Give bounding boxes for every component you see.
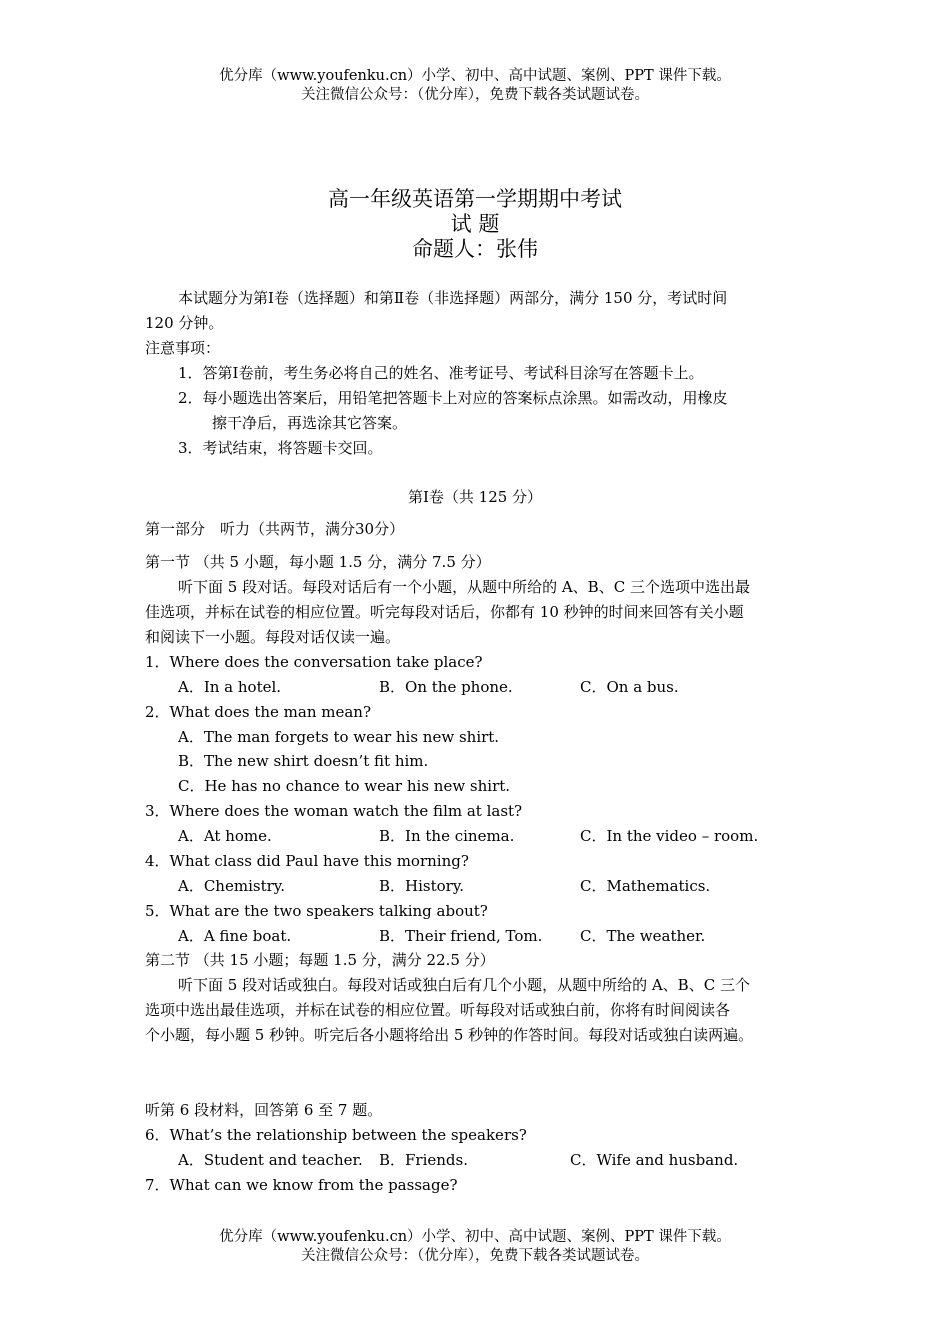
section-2-instruction-line-1: 听下面 5 段对话或独白。每段对话或独白后有几个小题，从题中所给的 A、B、C 三个 [178, 976, 750, 994]
section-2-instruction-line-3: 个小题，每小题 5 秒钟。听完后各小题将给出 5 秒钟的作答时间。每段对话或独白读两遍。 [145, 1026, 754, 1044]
question-4-stem: 4．What class did Paul have this morning? [145, 852, 469, 870]
section-2-heading: 第二节 （共 15 小题；每题 1.5 分，满分 22.5 分） [145, 951, 495, 969]
notice-item-3: 3．考试结束，将答题卡交回。 [178, 439, 383, 457]
question-5-option-c: C．The weather. [580, 927, 706, 945]
footer-line-2: 关注微信公众号：（优分库），免费下载各类试题试卷。 [301, 1248, 649, 1264]
notice-heading: 注意事项： [145, 339, 221, 357]
part-1-heading: 第一部分 听力（共两节，满分30分） [145, 520, 405, 538]
question-3-option-a: A．At home. [178, 827, 272, 845]
question-4-option-c: C．Mathematics. [580, 877, 711, 895]
question-5-stem: 5．What are the two speakers talking about? [145, 902, 488, 920]
question-5-option-b: B．Their friend, Tom. [379, 927, 543, 945]
question-7-stem: 7．What can we know from the passage? [145, 1176, 458, 1194]
question-6-option-b: B．Friends. [379, 1151, 469, 1169]
question-2-option-b: B．The new shirt doesn’t fit him. [178, 752, 429, 770]
exam-title: 高一年级英语第一学期期中考试 [328, 187, 622, 211]
question-4-option-b: B．History. [379, 877, 465, 895]
question-3-option-b: B．In the cinema. [379, 827, 515, 845]
question-1-option-b: B．On the phone. [379, 678, 513, 696]
question-2-stem: 2．What does the man mean? [145, 703, 372, 721]
question-6-stem: 6．What’s the relationship between the speakers? [145, 1126, 527, 1144]
question-6-option-c: C．Wife and husband. [570, 1151, 739, 1169]
notice-item-2-line-2: 擦干净后，再选涂其它答案。 [212, 414, 408, 432]
intro-paragraph-line-2: 120 分钟。 [145, 314, 224, 332]
question-1-stem: 1．Where does the conversation take place? [145, 653, 483, 671]
question-3-option-c: C．In the video – room. [580, 827, 759, 845]
section-2-instruction-line-2: 选项中选出最佳选项，并标在试卷的相应位置。听每段对话或独白前，你将有时间阅读各 [145, 1001, 731, 1019]
section-1-instruction-line-2: 佳选项，并标在试卷的相应位置。听完每段对话后，你都有 10 秒钟的时间来回答有关小题 [145, 603, 744, 621]
exam-subtitle: 试 题 [450, 212, 500, 236]
volume-1-heading: 第Ⅰ卷（共 125 分） [407, 488, 543, 506]
footer-line-1: 优分库（www.youfenku.cn）小学、初中、高中试题、案例、PPT 课件下载。 [219, 1229, 731, 1245]
section-1-instruction-line-1: 听下面 5 段对话。每段对话后有一个小题，从题中所给的 A、B、C 三个选项中选出最 [178, 578, 750, 596]
question-5-option-a: A．A fine boat. [178, 927, 292, 945]
material-6-heading: 听第 6 段材料，回答第 6 至 7 题。 [145, 1101, 383, 1119]
question-1-option-a: A．In a hotel. [178, 678, 282, 696]
question-4-option-a: A．Chemistry. [178, 877, 286, 895]
header-line-1: 优分库（www.youfenku.cn）小学、初中、高中试题、案例、PPT 课件下载。 [219, 68, 731, 84]
question-3-stem: 3．Where does the woman watch the film at last? [145, 802, 523, 820]
notice-item-1: 1．答第Ⅰ卷前，考生务必将自己的姓名、准考证号、考试科目涂写在答题卡上。 [178, 364, 704, 382]
section-1-heading: 第一节 （共 5 小题，每小题 1.5 分，满分 7.5 分） [145, 553, 491, 571]
intro-paragraph-line-1: 本试题分为第Ⅰ卷（选择题）和第Ⅱ卷（非选择题）两部分，满分 150 分，考试时间 [178, 289, 728, 307]
notice-item-2-line-1: 2．每小题选出答案后，用铅笔把答题卡上对应的答案标点涂黑。如需改动，用橡皮 [178, 389, 728, 407]
question-2-option-c: C．He has no chance to wear his new shirt. [178, 777, 511, 795]
question-2-option-a: A．The man forgets to wear his new shirt. [178, 728, 500, 746]
section-1-instruction-line-3: 和阅读下一小题。每段对话仅读一遍。 [145, 628, 401, 646]
exam-author: 命题人：张伟 [412, 237, 538, 261]
question-6-option-a: A．Student and teacher. [178, 1151, 363, 1169]
question-1-option-c: C．On a bus. [580, 678, 679, 696]
header-line-2: 关注微信公众号：（优分库），免费下载各类试题试卷。 [301, 87, 649, 103]
